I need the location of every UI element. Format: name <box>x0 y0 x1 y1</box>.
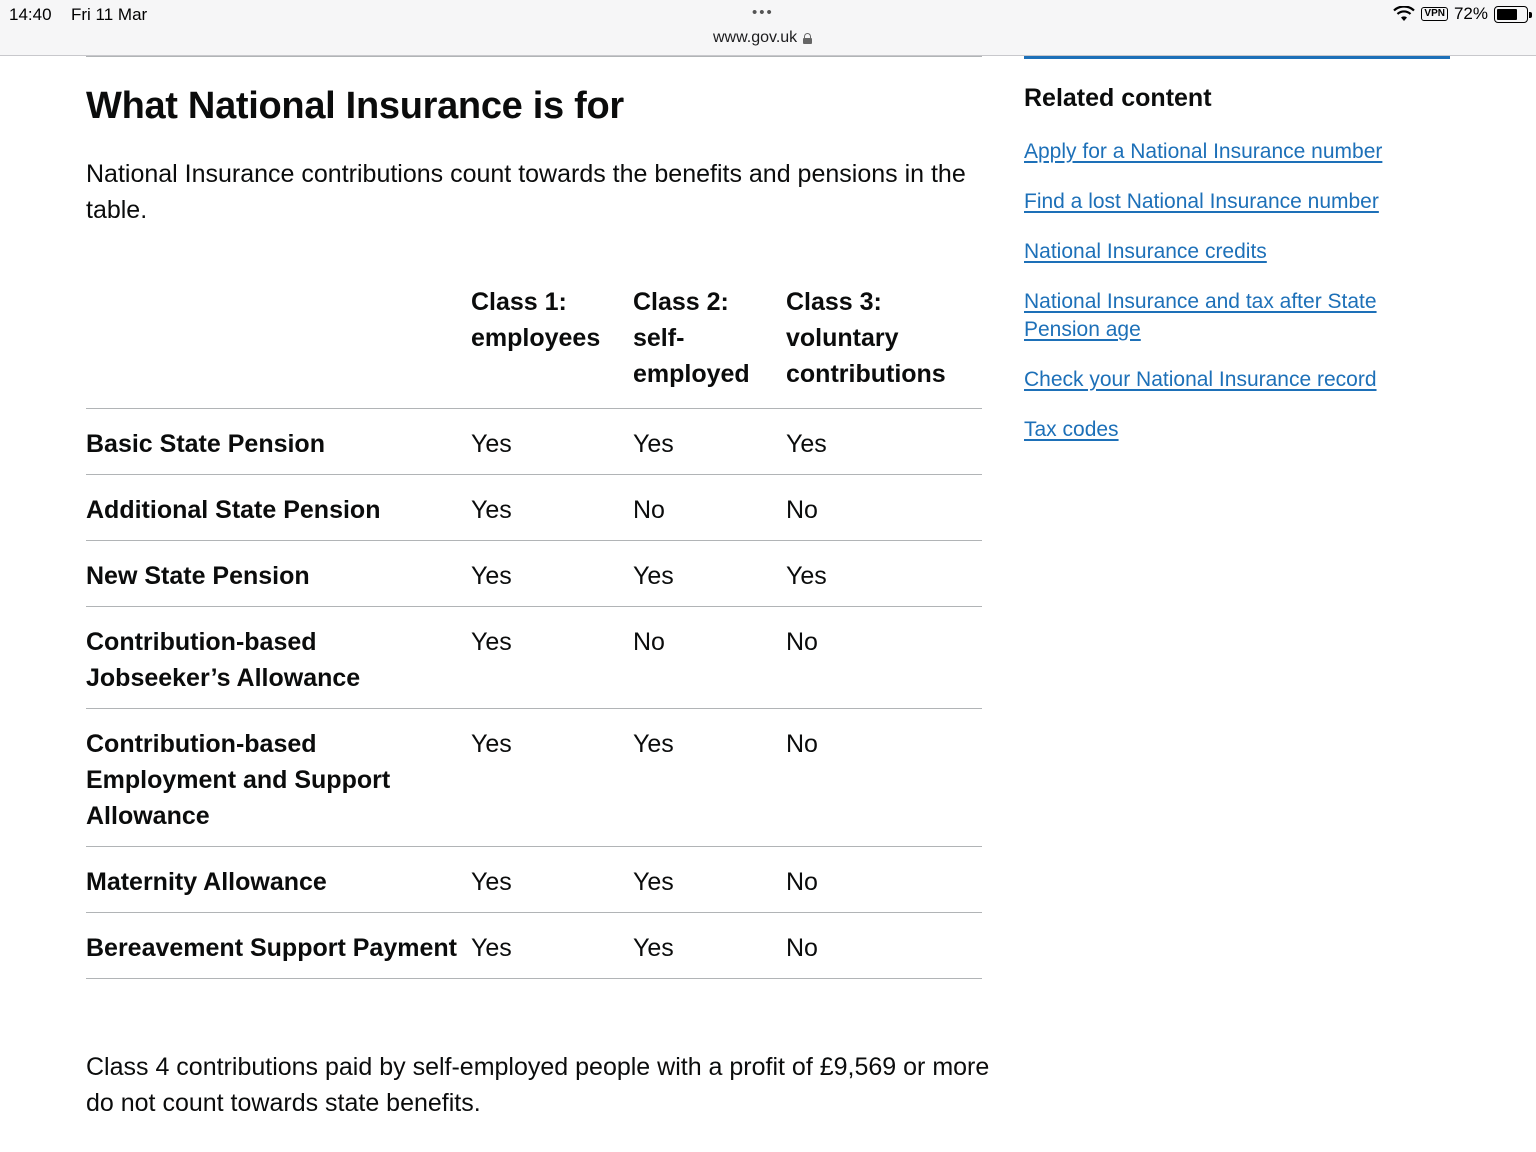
class-2-value: Yes <box>633 709 786 847</box>
benefit-name: New State Pension <box>86 541 471 607</box>
class-2-value: Yes <box>633 913 786 979</box>
link-tax-codes[interactable]: Tax codes <box>1024 418 1119 441</box>
related-content-rule <box>1024 56 1450 59</box>
list-item <box>1024 188 1414 216</box>
benefit-name: Bereavement Support Payment <box>86 913 471 979</box>
table-row <box>86 709 982 847</box>
class-2-value: Yes <box>633 847 786 913</box>
class-2-value: No <box>633 475 786 541</box>
header-class-1: Class 1: employees <box>471 284 633 409</box>
status-indicators <box>1393 4 1528 24</box>
link-apply-ni-number[interactable]: Apply for a National Insurance number <box>1024 140 1383 163</box>
table-row <box>86 847 982 913</box>
more-icon[interactable]: ••• <box>752 4 774 21</box>
table-row <box>86 607 982 709</box>
header-class-3: Class 3: voluntary contributions <box>786 284 982 409</box>
header-benefit <box>86 284 471 409</box>
page-heading: What National Insurance is for <box>86 85 624 127</box>
link-ni-tax-after-pension-age[interactable]: National Insurance and tax after State Pension age <box>1024 290 1377 341</box>
link-ni-credits[interactable]: National Insurance credits <box>1024 240 1267 263</box>
lock-icon <box>803 33 812 44</box>
vpn-icon: VPN <box>1421 7 1448 21</box>
list-item <box>1024 238 1414 266</box>
class-2-value: Yes <box>633 409 786 475</box>
class-4-note: Class 4 contributions paid by self-employed people with a profit of £9,569 or more do not count towards state benefits. <box>86 1053 990 1117</box>
benefit-name: Contribution-based Employment and Support Allowance <box>86 709 471 847</box>
class-3-value: No <box>786 709 982 847</box>
class-1-value: Yes <box>471 409 633 475</box>
table-row <box>86 913 982 979</box>
table-row <box>86 475 982 541</box>
class-1-value: Yes <box>471 709 633 847</box>
benefit-name: Basic State Pension <box>86 409 471 475</box>
status-date: Fri 11 Mar <box>71 5 148 24</box>
table-row <box>86 409 982 475</box>
address-bar[interactable] <box>713 29 812 47</box>
related-content-title: Related content <box>1024 84 1212 112</box>
wifi-icon <box>1393 6 1415 22</box>
header-class-2: Class 2: self-employed <box>633 284 786 409</box>
benefit-name: Contribution-based Jobseeker’s Allowance <box>86 607 471 709</box>
class-1-value: Yes <box>471 847 633 913</box>
class-1-value: Yes <box>471 607 633 709</box>
url-text: www.gov.uk <box>713 29 798 46</box>
class-3-value: Yes <box>786 409 982 475</box>
class-1-value: Yes <box>471 913 633 979</box>
class-1-value: Yes <box>471 541 633 607</box>
related-content-list <box>1024 138 1414 466</box>
benefit-name: Additional State Pension <box>86 475 471 541</box>
battery-icon <box>1494 6 1528 23</box>
list-item <box>1024 138 1414 166</box>
class-3-value: No <box>786 913 982 979</box>
link-find-lost-ni-number[interactable]: Find a lost National Insurance number <box>1024 190 1379 213</box>
table-header-row <box>86 284 982 409</box>
class-1-value: Yes <box>471 475 633 541</box>
benefit-name: Maternity Allowance <box>86 847 471 913</box>
class-3-value: Yes <box>786 541 982 607</box>
status-bar <box>0 0 1536 56</box>
class-3-value: No <box>786 475 982 541</box>
link-check-ni-record[interactable]: Check your National Insurance record <box>1024 368 1377 391</box>
status-time: 14:40 <box>9 5 52 24</box>
intro-paragraph: National Insurance contributions count towards the benefits and pensions in the table. <box>86 160 966 224</box>
battery-percent: 72% <box>1453 4 1488 23</box>
class-2-value: Yes <box>633 541 786 607</box>
class-3-value: No <box>786 847 982 913</box>
list-item <box>1024 366 1414 394</box>
section-divider <box>86 56 982 57</box>
class-2-value: No <box>633 607 786 709</box>
benefits-table <box>86 284 982 979</box>
table-row <box>86 541 982 607</box>
class-3-value: No <box>786 607 982 709</box>
list-item <box>1024 416 1414 444</box>
list-item <box>1024 288 1414 344</box>
